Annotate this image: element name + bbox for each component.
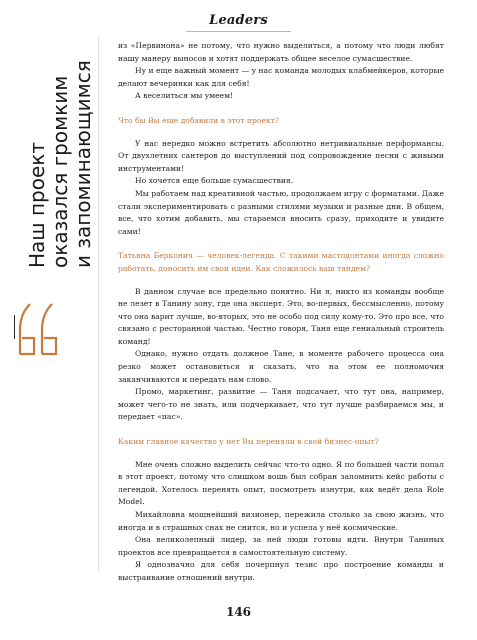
quote-rule xyxy=(14,315,15,339)
interview-question: Татьяна Берконич — человек-легенда. С такими мастодонтами иногда сложно работать, доносить им свои идеи. Как сложилось ваш тандем? xyxy=(118,251,444,273)
paragraph: А веселиться мы умеем! xyxy=(135,91,234,101)
paragraph: Промо, маркетинг, развитие — Таня подсачает, что тут она, например, может чего-то не знать, или подчеркивает, что тут лучше разбираемся мы, и передает «пас». xyxy=(118,387,444,422)
quote-mark-icon xyxy=(18,300,63,356)
paragraph: Я однозначно для себя почерпнул тезис про построение команды и выстраивание отношений внутри. xyxy=(118,560,444,582)
page-number: 146 xyxy=(225,605,252,619)
sidebar-title-line-2: оказался громким xyxy=(48,75,72,268)
column-divider xyxy=(98,36,99,572)
sidebar-title-line-3: и запоминающимся xyxy=(71,60,95,268)
paragraph: Мы работаем над креативной частью, продолжаем игру с форматами. Даже стали экспериментировать с разными стилями музыки и разные дни. В общем, все, что хотим добавить, мы стараемся вносить сразу, приходите и увидите сами! xyxy=(118,188,444,236)
header-divider xyxy=(186,31,291,32)
paragraph: Она великолепный лидер, за ней люди готовы идти. Внутри Таниных проектов все превращается в самостоятельную систему. xyxy=(118,535,444,557)
interview-question: Что бы Вы еще добавили в этот проект? xyxy=(118,115,279,125)
paragraph: Но хочется еще больше сумасшествия. xyxy=(135,176,294,186)
article-body xyxy=(118,40,444,585)
paragraph: Михайловна мощнейший визионер, пережила столько за свою жизнь, что иногда и в страшных снах не снится, но и успела у неё космические. xyxy=(118,510,444,532)
paragraph: Ну и еще важный момент — у нас команда молодых клабмейкеров, которые делают вечеринки как для себя! xyxy=(118,66,444,88)
interview-question: Каким главное качество у нет Вы переняли в свой бизнес-опыт? xyxy=(118,437,379,447)
paragraph: У нас нередко можно встретить абсолютно нетривиальные перформансы. От двухлетних сантеров до выступлений под сопровождение песни с живыми инструментами! xyxy=(118,138,444,173)
section-header: Leaders xyxy=(209,13,268,28)
paragraph: Однако, нужно отдать должное Тане, в моменте рабочего процесса она резко может остановиться и сказать, что на этом ее полномочия заканчиваются и передать нам слово. xyxy=(118,349,444,384)
sidebar-title-line-1: Наш проект xyxy=(25,142,49,268)
paragraph: В данном случае все предельно понятно. Ни я, никто из команды вообще не лезет в Танину зону, где она эксперт. Это, во-первых, бессмысленно, потому что она варит лучше, во-вторых, это не особо под силу кому-то. Это про все, что связано с ресторанной частью. Честно говоря, Таня еще гениальный строитель команд! xyxy=(118,286,444,346)
paragraph: Мне очень сложно выделить сейчас что-то одно. Я по большей части попал в этот проект, потому что слишком вошь был собран запомнить кейс работы с легендой. Хотелось перенять опыт, посмотреть изнутри, как ведёт дела Role Model. xyxy=(118,459,444,507)
paragraph: из «Первинона» не потому, что нужно выделиться, а потому что люди любят нашу манеру выносов и хотят поддержать общее веселое сумасшествие. xyxy=(118,41,444,63)
